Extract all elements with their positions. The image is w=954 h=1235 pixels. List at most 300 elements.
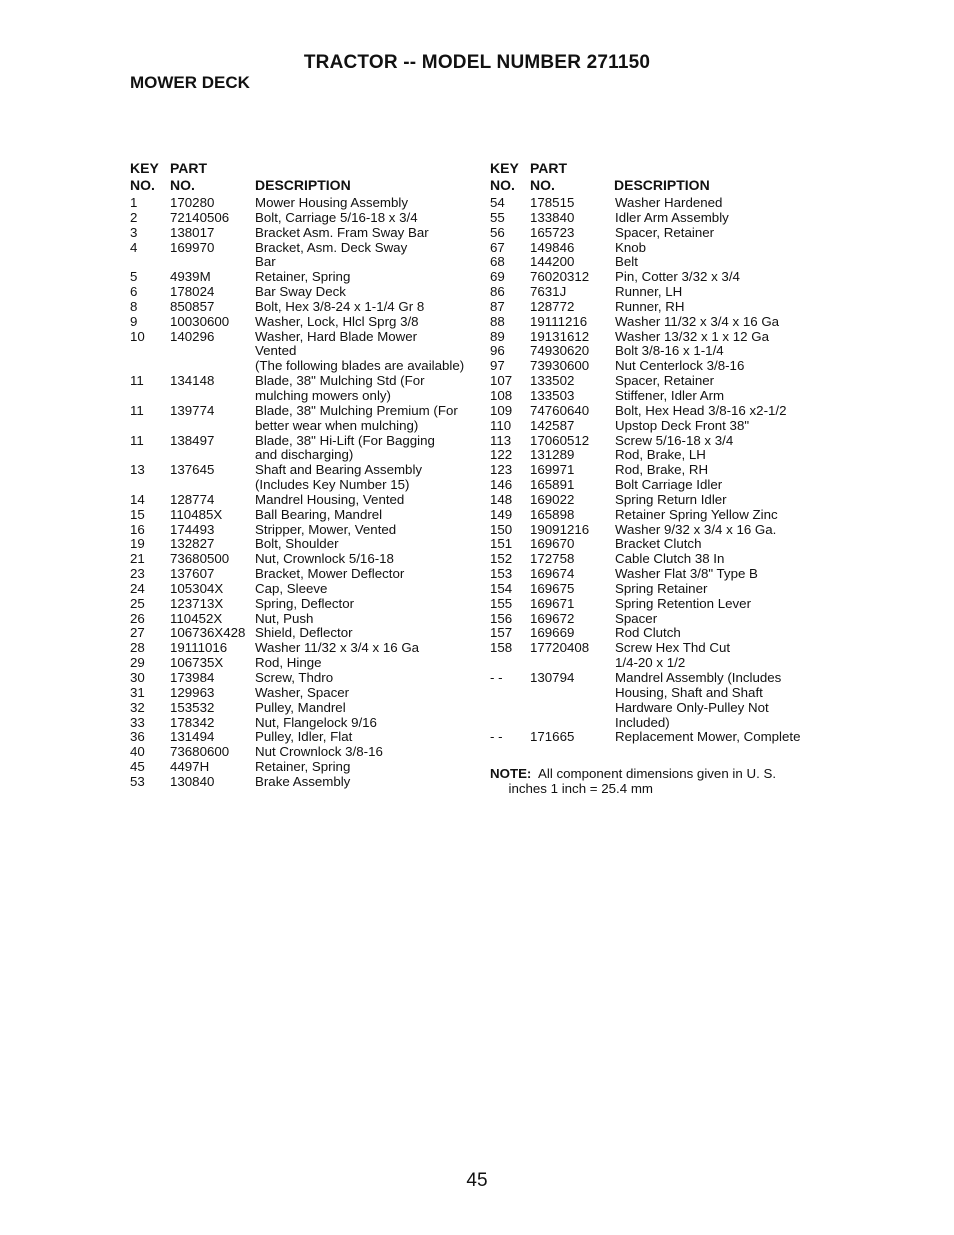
table-row (130, 211, 480, 226)
table-row (490, 434, 820, 449)
description: Bolt, Hex 3/8-24 x 1-1/4 Gr 8 (255, 298, 425, 314)
section-heading: MOWER DECK (130, 73, 250, 92)
description: Shield, Deflector (255, 625, 353, 641)
table-row (490, 226, 820, 241)
key-number: 155 (490, 595, 513, 611)
part-number: 142587 (530, 417, 575, 433)
description: Cable Clutch 38 In (615, 551, 725, 567)
description: Washer 11/32 x 3/4 x 16 Ga (615, 313, 780, 329)
key-number: 25 (130, 595, 145, 611)
table-row (130, 359, 480, 374)
key-number: 113 (490, 432, 512, 448)
table-row (130, 344, 480, 359)
key-number: 4 (130, 239, 138, 255)
part-number: 76020312 (530, 269, 590, 285)
part-number: 73680600 (170, 744, 230, 760)
part-number: 10030600 (170, 313, 230, 329)
table-row (130, 701, 480, 716)
part-number: 174493 (170, 521, 215, 537)
table-row (130, 404, 480, 419)
key-number: 151 (490, 536, 513, 552)
description-header: DESCRIPTION (614, 177, 710, 193)
description: Knob (615, 239, 647, 255)
part-number: 128774 (170, 491, 215, 507)
table-row (130, 196, 480, 211)
part-number (170, 478, 255, 493)
table-row (130, 760, 480, 775)
table-row (130, 300, 480, 315)
part-number: 169970 (170, 239, 215, 255)
part-number: 169675 (530, 580, 575, 596)
table-row (130, 582, 480, 597)
description: Upstop Deck Front 38" (615, 417, 750, 433)
description: Spacer, Retainer (615, 373, 715, 389)
description: Mandrel Housing, Vented (255, 491, 405, 507)
key-number (130, 389, 170, 404)
key-number: 158 (490, 640, 513, 656)
description: Stripper, Mower, Vented (255, 521, 397, 537)
table-row (490, 463, 820, 478)
key-number (490, 716, 530, 731)
part-number: 134148 (170, 373, 215, 389)
key-number: 110 (490, 417, 512, 433)
part-number: 123713X (170, 595, 224, 611)
table-row (490, 597, 820, 612)
table-row (130, 567, 480, 582)
part-number: 106735X (170, 655, 224, 671)
table-row (130, 315, 480, 330)
key-number: 96 (490, 343, 505, 359)
key-number: 157 (490, 625, 513, 641)
key-number: 53 (130, 773, 145, 789)
part-number: 72140506 (170, 209, 230, 225)
part-number: 149846 (530, 239, 575, 255)
table-row (490, 582, 820, 597)
description: Idler Arm Assembly (615, 209, 729, 225)
description: Retainer, Spring (255, 269, 351, 285)
description: (The following blades are available) (255, 358, 465, 374)
part-number: 7631J (530, 284, 567, 300)
part-number (530, 716, 615, 731)
note-text-line1: All component dimensions given in U. S. (531, 766, 777, 782)
table-row (130, 255, 480, 270)
description: Washer 13/32 x 1 x 12 Ga (615, 328, 769, 344)
table-row (130, 270, 480, 285)
table-row (130, 745, 480, 760)
key-number: 11 (130, 432, 144, 448)
key-number: 8 (130, 298, 138, 314)
description: Retainer, Spring (255, 759, 351, 775)
part-number: 138497 (170, 432, 215, 448)
description: Spring Return Idler (615, 491, 727, 507)
part-number: 850857 (170, 298, 215, 314)
description: Rod, Brake, LH (615, 447, 706, 463)
key-number: 148 (490, 491, 513, 507)
description: Bracket Asm. Fram Sway Bar (255, 224, 429, 240)
part-number: 140296 (170, 328, 215, 344)
table-row (130, 537, 480, 552)
table-row (130, 419, 480, 434)
description: mulching mowers only) (255, 387, 391, 403)
description: Hardware Only-Pulley Not (615, 699, 769, 715)
table-row (490, 315, 820, 330)
description: Spacer, Retainer (615, 224, 715, 240)
part-number: 165723 (530, 224, 575, 240)
page-title: TRACTOR -- MODEL NUMBER 271150 (303, 52, 651, 73)
key-number: 23 (130, 566, 145, 582)
description: Screw, Thdro (255, 670, 334, 685)
description: Nut, Push (255, 610, 314, 626)
description-header: DESCRIPTION (255, 177, 351, 193)
description: Brake Assembly (255, 773, 351, 789)
description: Bolt 3/8-16 x 1-1/4 (615, 343, 724, 359)
table-row (490, 656, 820, 671)
table-header (490, 160, 820, 196)
description: better wear when mulching) (255, 417, 419, 433)
description: Screw Hex Thd Cut (615, 640, 731, 656)
key-number: 69 (490, 269, 505, 285)
parts-table-left (130, 160, 480, 790)
part-number (170, 419, 255, 434)
description: Bolt, Shoulder (255, 536, 339, 552)
key-number: 10 (130, 328, 145, 344)
part-number: 17060512 (530, 432, 590, 448)
part-number (170, 389, 255, 404)
part-number: 173984 (170, 670, 215, 685)
part-number: 169671 (530, 595, 575, 611)
key-number (130, 344, 170, 359)
table-row (130, 493, 480, 508)
table-header (130, 160, 480, 196)
description: Blade, 38" Mulching Premium (For (255, 402, 458, 418)
table-row (130, 241, 480, 256)
key-number: 152 (490, 551, 513, 567)
table-row (490, 537, 820, 552)
description: Washer 9/32 x 3/4 x 16 Ga. (615, 521, 777, 537)
table-row (130, 434, 480, 449)
description: Runner, LH (615, 284, 683, 300)
key-number: 40 (130, 744, 145, 760)
description: Included) (615, 714, 670, 730)
description: Blade, 38" Mulching Std (For (255, 373, 425, 389)
key-number: 56 (490, 224, 505, 240)
part-number: 169971 (530, 462, 575, 478)
page-number: 45 (466, 1170, 488, 1191)
key-number: 45 (130, 759, 145, 775)
part-number: 169670 (530, 536, 575, 552)
key-number: 109 (490, 402, 513, 418)
key-number (130, 359, 170, 374)
part-number: 110452X (170, 610, 223, 626)
table-row (490, 270, 820, 285)
key-number: 26 (130, 610, 145, 626)
description: Bracket, Mower Deflector (255, 566, 405, 582)
key-number: 54 (490, 195, 505, 210)
key-number: 36 (130, 729, 145, 745)
description: Stiffener, Idler Arm (615, 387, 725, 403)
key-number: 33 (130, 714, 145, 730)
part-number (530, 686, 615, 701)
description: Bar (255, 254, 276, 270)
description: Washer Hardened (615, 195, 723, 210)
part-number: 130840 (170, 773, 215, 789)
part-number: 169669 (530, 625, 575, 641)
key-number: 146 (490, 477, 513, 493)
key-number: 89 (490, 328, 505, 344)
part-number: 169022 (530, 491, 575, 507)
part-number: 165891 (530, 477, 575, 493)
description: Blade, 38" Hi-Lift (For Bagging (255, 432, 435, 448)
part-number: 170280 (170, 195, 215, 210)
part-header-line1: PART (530, 160, 568, 176)
part-number (530, 701, 615, 716)
table-row (490, 255, 820, 270)
note-label: NOTE: (490, 766, 532, 782)
part-number: 74930620 (530, 343, 590, 359)
table-row (490, 196, 820, 211)
key-number: 31 (130, 684, 145, 700)
description: Washer 11/32 x 3/4 x 16 Ga (255, 640, 420, 656)
part-number: 139774 (170, 402, 215, 418)
table-row (130, 523, 480, 538)
part-number (530, 656, 615, 671)
description: Belt (615, 254, 638, 270)
description: Mower Housing Assembly (255, 195, 408, 210)
part-number: 172758 (530, 551, 575, 567)
description: Nut Centerlock 3/8-16 (615, 358, 745, 374)
description: Spring Retention Lever (615, 595, 752, 611)
description: Washer, Lock, Hlcl Sprg 3/8 (255, 313, 419, 329)
description: Spring, Deflector (255, 595, 355, 611)
table-row (490, 671, 820, 686)
key-number: 156 (490, 610, 513, 626)
key-number: 14 (130, 491, 145, 507)
key-number (130, 448, 170, 463)
description: Ball Bearing, Mandrel (255, 506, 383, 522)
key-number: 30 (130, 670, 145, 685)
table-row (130, 775, 480, 790)
description: Washer, Spacer (255, 684, 350, 700)
table-row (490, 626, 820, 641)
table-row (490, 493, 820, 508)
description: (Includes Key Number 15) (255, 477, 410, 493)
table-row (490, 523, 820, 538)
table-row (490, 419, 820, 434)
table-row (490, 404, 820, 419)
description: Rod Clutch (615, 625, 681, 641)
description: Nut, Crownlock 5/16-18 (255, 551, 394, 567)
description: Rod, Hinge (255, 655, 322, 671)
part-number: 153532 (170, 699, 215, 715)
description: Housing, Shaft and Shaft (615, 684, 763, 700)
description: Runner, RH (615, 298, 685, 314)
part-number: 137645 (170, 462, 215, 478)
part-number: 132827 (170, 536, 215, 552)
description: Rod, Brake, RH (615, 462, 709, 478)
description: Spacer (615, 610, 658, 626)
key-number (490, 656, 530, 671)
part-number: 178342 (170, 714, 215, 730)
table-row (490, 508, 820, 523)
description: Washer Flat 3/8" Type B (615, 566, 758, 582)
description: Nut, Flangelock 9/16 (255, 714, 377, 730)
key-number (130, 478, 170, 493)
description: Shaft and Bearing Assembly (255, 462, 423, 478)
key-header-line2: NO. (130, 177, 155, 193)
key-number: - - (490, 729, 503, 745)
key-number: 123 (490, 462, 513, 478)
description: and discharging) (255, 447, 354, 463)
part-number: 138017 (170, 224, 215, 240)
key-number (490, 701, 530, 716)
table-row (130, 478, 480, 493)
part-header-line2: NO. (530, 177, 555, 193)
description: Replacement Mower, Complete (615, 729, 801, 745)
key-number: 27 (130, 625, 145, 641)
key-number: 21 (130, 551, 145, 567)
description: Bolt, Carriage 5/16-18 x 3/4 (255, 209, 418, 225)
key-header-line1: KEY (130, 160, 159, 176)
table-row (130, 656, 480, 671)
part-number: 128772 (530, 298, 575, 314)
part-number: 19111016 (170, 640, 228, 656)
part-number: 17720408 (530, 640, 590, 656)
table-body (130, 196, 480, 790)
table-row (130, 448, 480, 463)
part-number: 169674 (530, 566, 575, 582)
part-number: 133502 (530, 373, 575, 389)
description: Mandrel Assembly (Includes (615, 670, 782, 685)
description: Retainer Spring Yellow Zinc (615, 506, 778, 522)
description: Bar Sway Deck (255, 284, 346, 300)
table-body (490, 196, 820, 745)
table-row (490, 285, 820, 300)
part-number: 105304X (170, 580, 224, 596)
table-row (490, 701, 820, 716)
key-number: 150 (490, 521, 513, 537)
table-row (490, 374, 820, 389)
key-number: 87 (490, 298, 505, 314)
table-row (490, 359, 820, 374)
part-number: 133840 (530, 209, 575, 225)
note (490, 767, 820, 797)
note-text-line2: inches 1 inch = 25.4 mm (490, 781, 653, 797)
part-number: 110485X (170, 506, 223, 522)
table-row (490, 686, 820, 701)
key-number: 11 (130, 402, 144, 418)
description: Vented (255, 343, 297, 359)
description: Spring Retainer (615, 580, 708, 596)
key-number: 32 (130, 699, 145, 715)
table-row (130, 626, 480, 641)
description: 1/4-20 x 1/2 (615, 655, 686, 671)
key-number: 11 (130, 373, 144, 389)
part-number: 73680500 (170, 551, 230, 567)
part-number: 19111216 (530, 313, 588, 329)
part-header-line1: PART (170, 160, 208, 176)
part-number: 165898 (530, 506, 575, 522)
key-number: 86 (490, 284, 505, 300)
table-row (490, 344, 820, 359)
part-number (170, 359, 255, 374)
part-number: 129963 (170, 684, 215, 700)
table-row (130, 508, 480, 523)
part-number (170, 448, 255, 463)
table-row (130, 716, 480, 731)
table-row (490, 730, 820, 745)
table-row (130, 612, 480, 627)
key-number: - - (490, 670, 503, 685)
table-row (130, 389, 480, 404)
description: Bolt, Hex Head 3/8-16 x2-1/2 (615, 402, 787, 418)
description: Bracket Clutch (615, 536, 702, 552)
part-number: 4939M (170, 269, 211, 285)
part-number: 169672 (530, 610, 575, 626)
part-number: 74760640 (530, 402, 590, 418)
key-number: 5 (130, 269, 138, 285)
key-number: 108 (490, 387, 513, 403)
description: Screw 5/16-18 x 3/4 (615, 432, 734, 448)
part-number: 130794 (530, 670, 575, 685)
table-row (490, 448, 820, 463)
table-row (490, 211, 820, 226)
part-number: 106736X428 (170, 625, 246, 641)
table-row (490, 300, 820, 315)
part-number: 19091216 (530, 521, 590, 537)
key-number: 6 (130, 284, 138, 300)
part-number: 137607 (170, 566, 215, 582)
key-header-line2: NO. (490, 177, 515, 193)
key-number: 107 (490, 373, 513, 389)
table-row (130, 730, 480, 745)
key-number (130, 419, 170, 434)
table-row (490, 612, 820, 627)
part-number: 19131612 (530, 328, 590, 344)
key-number: 55 (490, 209, 505, 225)
part-number: 144200 (530, 254, 575, 270)
table-row (130, 597, 480, 612)
key-number (490, 686, 530, 701)
description: Pulley, Mandrel (255, 699, 346, 715)
part-number (170, 255, 255, 270)
table-row (130, 552, 480, 567)
part-number: 4497H (170, 759, 210, 775)
table-row (130, 330, 480, 345)
key-number: 16 (130, 521, 145, 537)
key-number: 28 (130, 640, 145, 656)
table-row (130, 226, 480, 241)
table-row (490, 478, 820, 493)
key-number: 154 (490, 580, 513, 596)
key-number (130, 255, 170, 270)
parts-table-right (490, 160, 820, 797)
key-number: 88 (490, 313, 505, 329)
part-number: 171665 (530, 729, 575, 745)
part-number: 131494 (170, 729, 215, 745)
key-number: 67 (490, 239, 505, 255)
part-header-line2: NO. (170, 177, 195, 193)
table-row (490, 641, 820, 656)
table-row (130, 463, 480, 478)
key-number: 24 (130, 580, 145, 596)
table-row (490, 330, 820, 345)
description: Cap, Sleeve (255, 580, 328, 596)
key-number: 153 (490, 566, 513, 582)
description: Nut Crownlock 3/8-16 (255, 744, 383, 760)
key-number: 68 (490, 254, 505, 270)
key-number: 97 (490, 358, 505, 374)
part-number: 73930600 (530, 358, 590, 374)
